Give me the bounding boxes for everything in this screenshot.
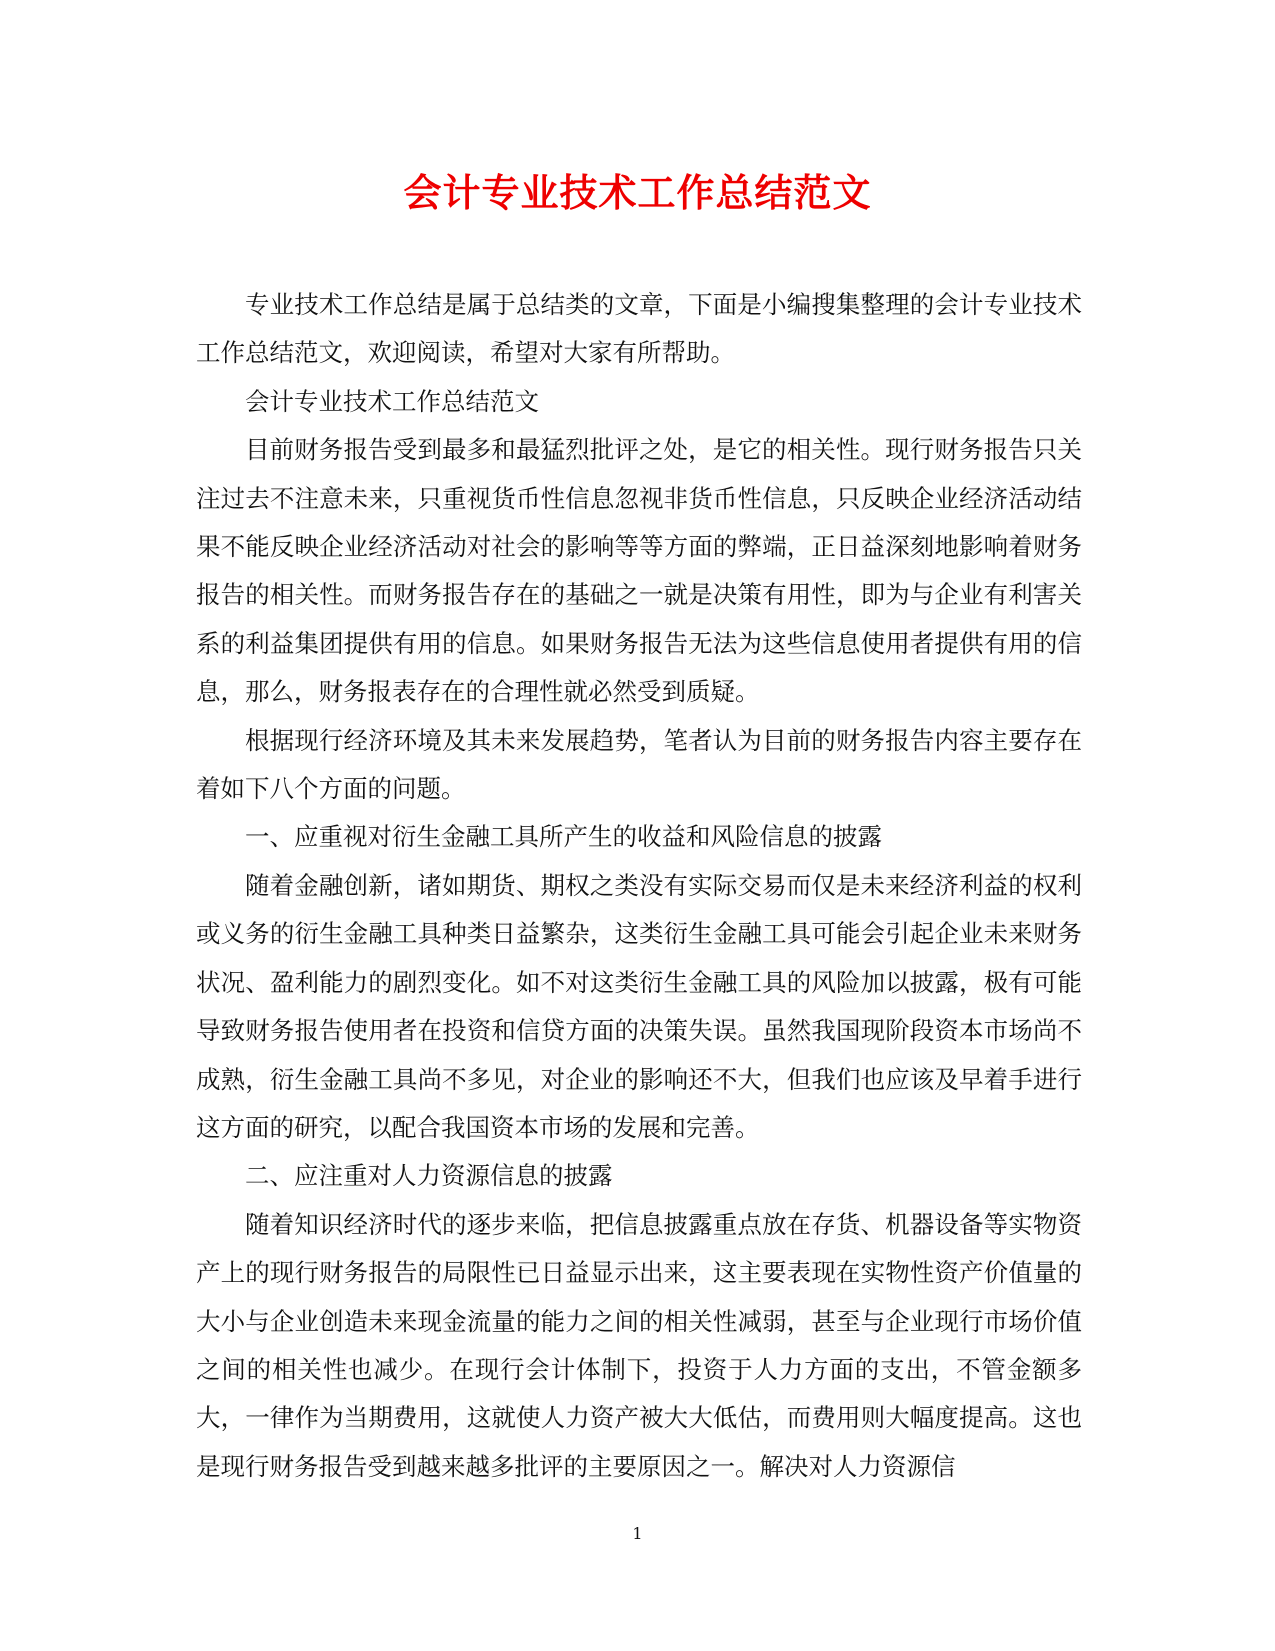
body-paragraph: 目前财务报告受到最多和最猛烈批评之处，是它的相关性。现行财务报告只关注过去不注意未来，只重视货币性信息忽视非货币性信息，只反映企业经济活动结果不能反映企业经济活动对社会的影响等等方面的弊端，正日益深刻地影响着财务报告的相关性。而财务报告存在的基础之一就是决策有用性，即为与企业有利害关系的利益集团提供有用的信息。如果财务报告无法为这些信息使用者提供有用的信息，那么，财务报表存在的合理性就必然受到质疑。	[196, 435, 1082, 707]
body-paragraph: 随着知识经济时代的逐步来临，把信息披露重点放在存货、机器设备等实物资产上的现行财务报告的局限性已日益显示出来，这主要表现在实物性资产价值量的大小与企业创造未来现金流量的能力之间的相关性减弱，甚至与企业现行市场价值之间的相关性也减少。在现行会计体制下，投资于人力方面的支出，不管金额多大，一律作为当期费用，这就使人力资产被大大低估，而费用则大幅度提高。这也是现行财务报告受到越来越多批评的主要原因之一。解决对人力资源信	[196, 1209, 1082, 1481]
document-body	[196, 281, 1082, 1491]
section-heading: 一、应重视对衍生金融工具所产生的收益和风险信息的披露	[245, 822, 882, 852]
page-number: 1	[632, 1524, 643, 1543]
body-paragraph: 根据现行经济环境及其未来发展趋势，笔者认为目前的财务报告内容主要存在着如下八个方面的问题。	[196, 725, 1082, 804]
body-paragraph: 随着金融创新，诸如期货、期权之类没有实际交易而仅是未来经济利益的权利或义务的衍生金融工具种类日益繁杂，这类衍生金融工具可能会引起企业未来财务状况、盈利能力的剧烈变化。如不对这类衍生金融工具的风险加以披露，极有可能导致财务报告使用者在投资和信贷方面的决策失误。虽然我国现阶段资本市场尚不成熟，衍生金融工具尚不多见，对企业的影响还不大，但我们也应该及早着手进行这方面的研究，以配合我国资本市场的发展和完善。	[196, 870, 1082, 1142]
subtitle-paragraph: 会计专业技术工作总结范文	[245, 386, 539, 416]
section-heading: 二、应注重对人力资源信息的披露	[245, 1161, 613, 1191]
intro-paragraph: 专业技术工作总结是属于总结类的文章，下面是小编搜集整理的会计专业技术工作总结范文，欢迎阅读，希望对大家有所帮助。	[196, 290, 1082, 368]
document-title: 会计专业技术工作总结范文	[403, 170, 872, 215]
